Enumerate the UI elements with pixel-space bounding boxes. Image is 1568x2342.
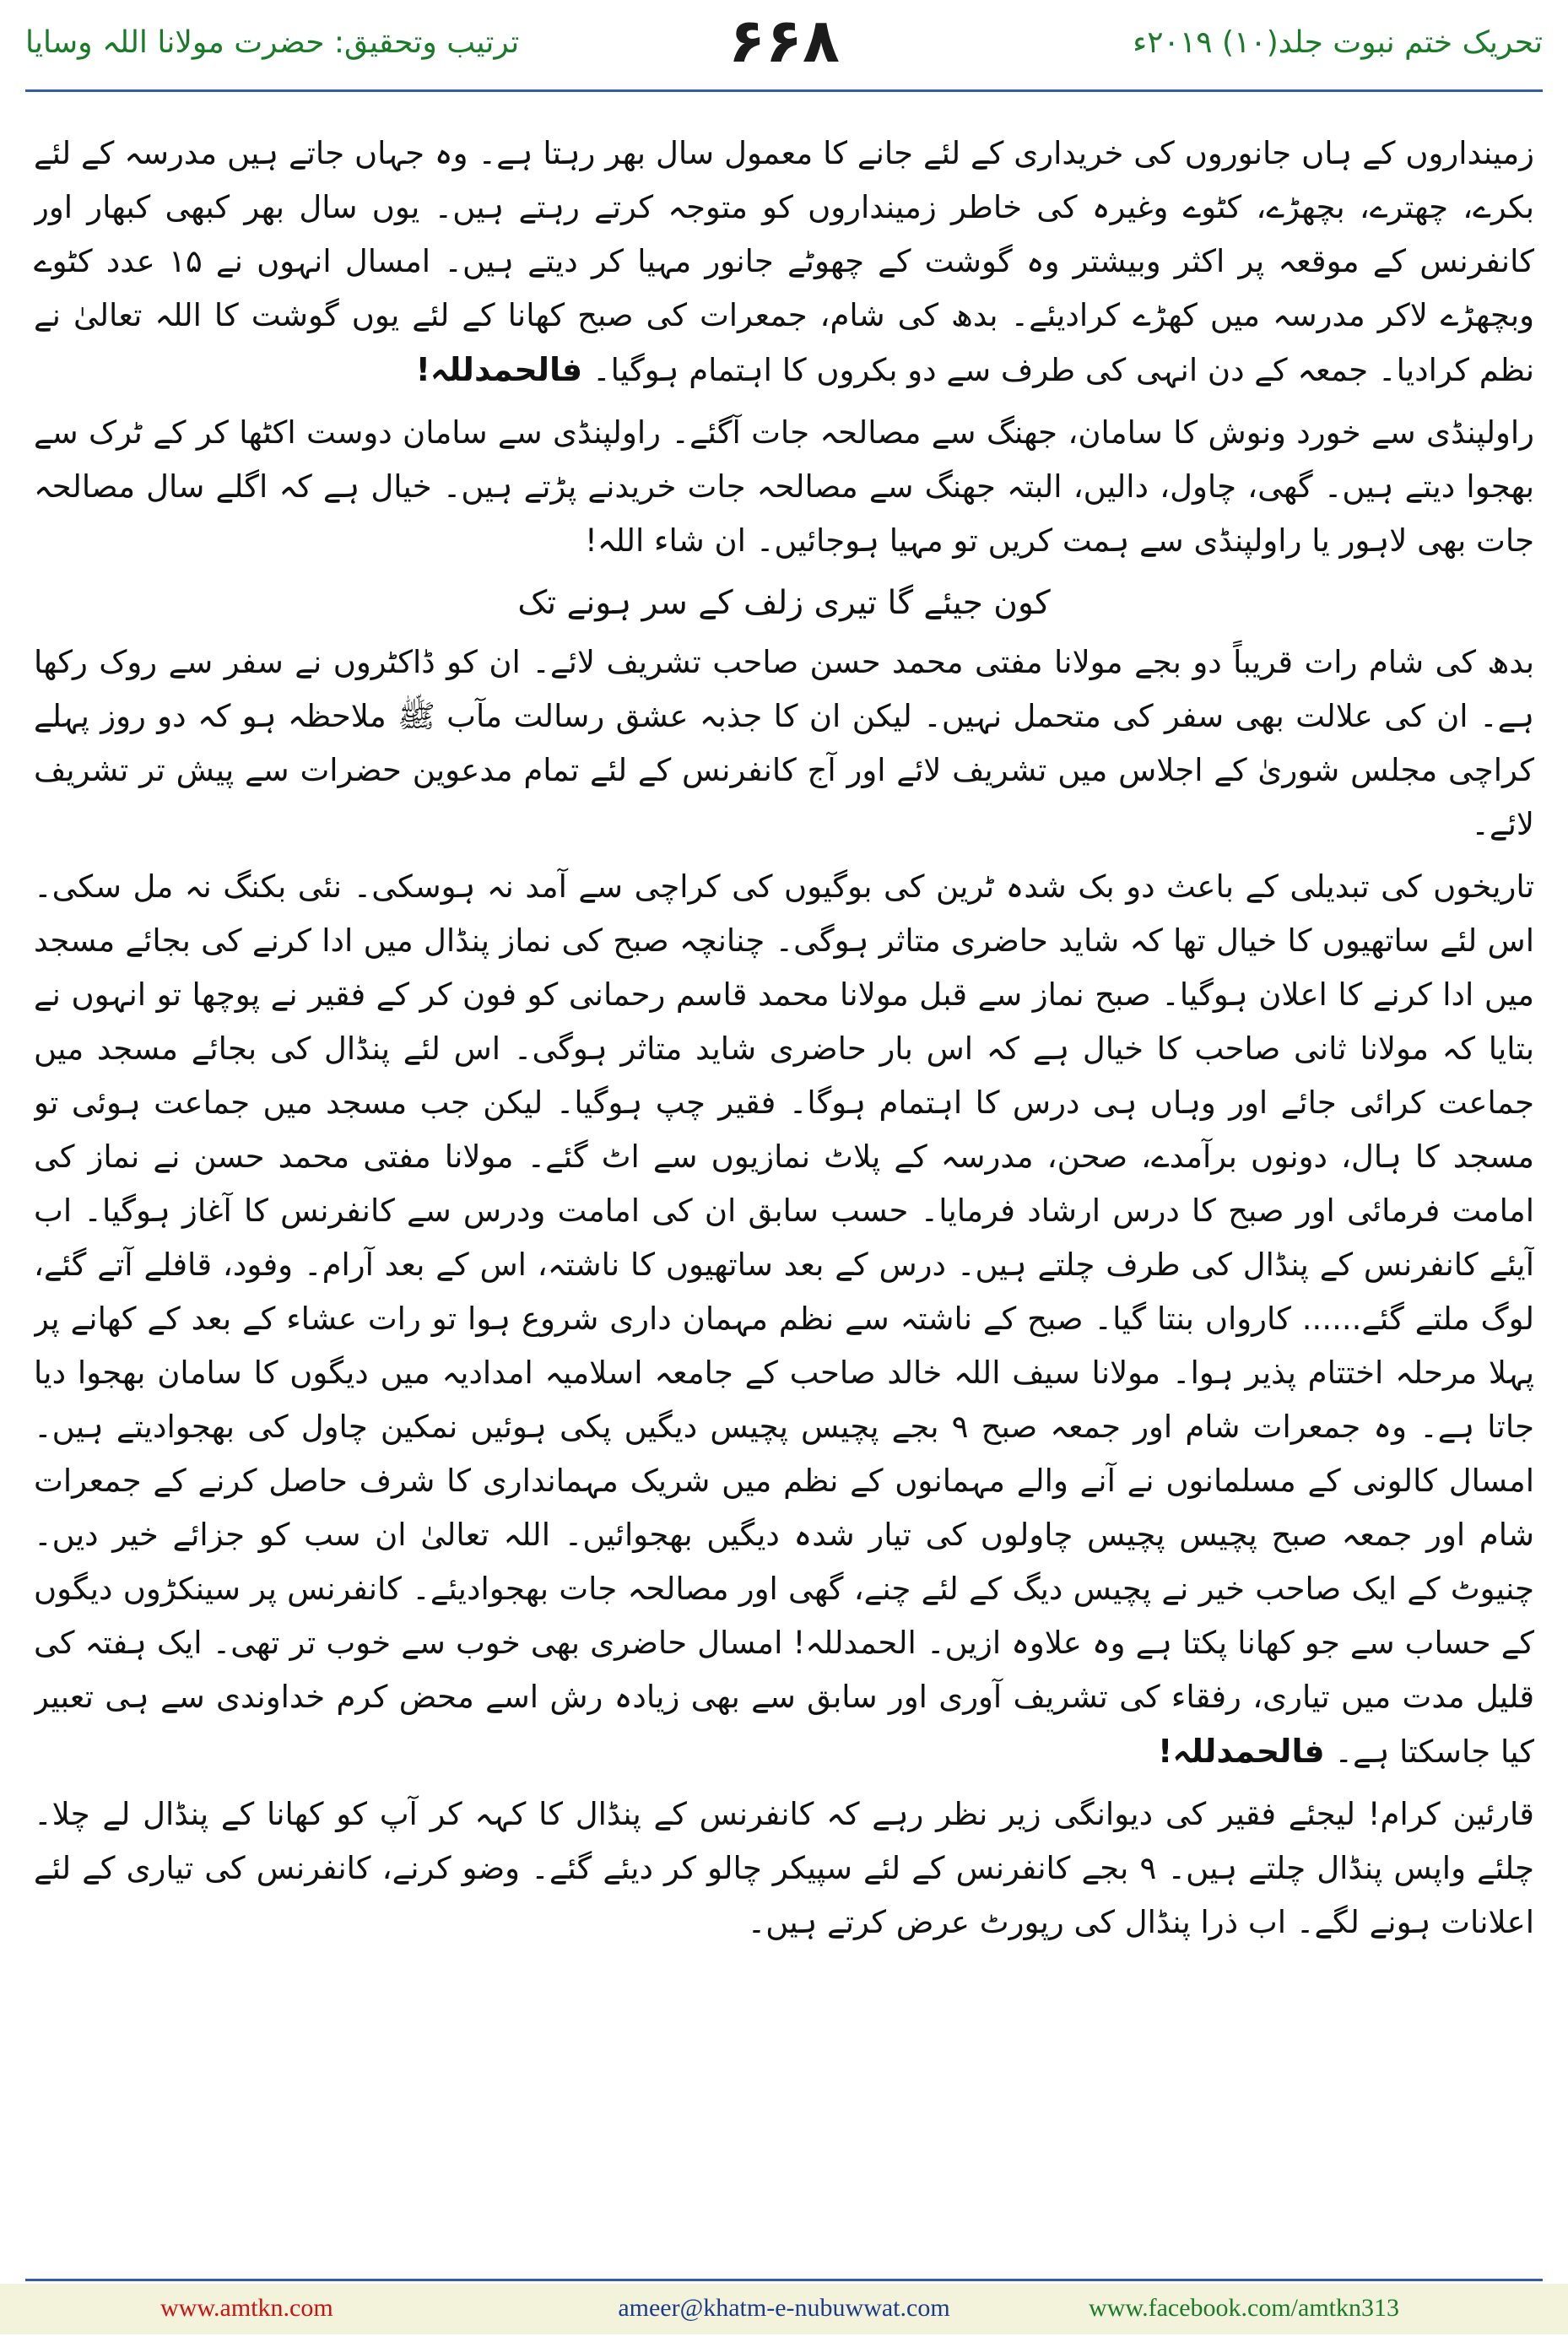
- header-book-title: تحریک ختم نبوت جلد(۱۰) ۲۰۱۹ء: [1133, 25, 1543, 60]
- paragraph-1-text: زمینداروں کے ہاں جانوروں کی خریداری کے لئے جانے کا معمول سال بھر رہتا ہے۔ وہ جہاں جاتے ہیں مدرسہ کے لئے بکرے، چھترے، بچھڑے، کٹوے وغیرہ کی خاطر زمینداروں کو متوجہ کرتے رہتے ہیں۔ یوں سال بھر کبھی کبھار اور کانفرنس کے موقعہ پر اکثر وبیشتر وہ گوشت کے چھوٹے جانور مہیا کر دیتے ہیں۔ امسال انہوں نے ۱۵ عدد کٹوے وبچھڑے لاکر مدرسہ میں کھڑے کرادیئے۔ بدھ کی شام، جمعرات کی صبح کھانا کے لئے یوں گوشت کا اللہ تعالیٰ نے نظم کرادیا۔ جمعہ کے دن انہی کی طرف سے دو بکروں کا اہتمام ہوگیا۔: [34, 135, 1534, 388]
- paragraph-1-closing: فالحمدللہ!: [415, 351, 583, 388]
- footer-facebook-link[interactable]: www.facebook.com/amtkn313: [1089, 2294, 1399, 2322]
- paragraph-5: قارئین کرام! لیجئے فقیر کی دیوانگی زیر نظر رہے کہ کانفرنس کے پنڈال کا کہہ کر آپ کو کھانا کے پنڈال لے چلا۔ چلئے واپس پنڈال چلتے ہیں۔ ۹ بجے کانفرنس کے لئے سپیکر چالو کر دیئے گئے۔ وضو کرنے، کانفرنس کی تیاری کے لئے اعلانات ہونے لگے۔ اب ذرا پنڈال کی رپورٹ عرض کرتے ہیں۔: [34, 1796, 1534, 1940]
- header-compiler-credit: ترتیب وتحقیق: حضرت مولانا اللہ وسایا: [25, 25, 520, 60]
- page-footer: [0, 2279, 1568, 2342]
- footer-website-link[interactable]: www.amtkn.com: [160, 2294, 333, 2322]
- paragraph-1: [34, 127, 1534, 398]
- header-divider: [25, 89, 1543, 92]
- paragraph-3: بدھ کی شام رات قریباً دو بجے مولانا مفتی محمد حسن صاحب تشریف لائے۔ ان کو ڈاکٹروں نے سفر سے روک رکھا ہے۔ ان کی علالت بھی سفر کی متحمل نہیں۔ لیکن ان کا جذبہ عشق رسالت مآب ﷺ ملاحظہ ہو کہ دو روز پہلے کراچی مجلس شوریٰ کے اجلاس میں تشریف لائے اور آج کانفرنس کے لئے تمام مدعوین حضرات سے پیش تر تشریف لائے۔: [34, 644, 1534, 842]
- poetry-verse: کون جیئے گا تیری زلف کے سر ہونے تک: [517, 584, 1051, 622]
- article-body: [34, 127, 1534, 2253]
- footer-divider: [25, 2279, 1543, 2281]
- page-number: ۶۶۸: [728, 5, 840, 76]
- paragraph-4-text: تاریخوں کی تبدیلی کے باعث دو بک شدہ ٹرین کی بوگیوں کی کراچی سے آمد نہ ہوسکی۔ نئی بکنگ نہ مل سکی۔ اس لئے ساتھیوں کا خیال تھا کہ شاید حاضری متاثر ہوگی۔ چنانچہ صبح کی نماز پنڈال میں ادا کرنے کی بجائے مسجد میں ادا کرنے کا اعلان ہوگیا۔ صبح نماز سے قبل مولانا محمد قاسم رحمانی کو فون کر کے فقیر نے پوچھا تو انہوں نے بتایا کہ مولانا ثانی صاحب کا خیال ہے کہ اس بار حاضری شاید متاثر ہوگی۔ اس لئے پنڈال کی بجائے مسجد میں جماعت کرائی جائے اور وہاں ہی درس کا اہتمام ہوگا۔ فقیر چپ ہوگیا۔ لیکن جب مسجد میں جماعت ہوئی تو مسجد کا ہال، دونوں برآمدے، صحن، مدرسہ کے پلاٹ نمازیوں سے اٹ گئے۔ مولانا مفتی محمد حسن نے نماز کی امامت فرمائی اور صبح کا درس ارشاد فرمایا۔ حسب سابق ان کی امامت ودرس سے کانفرنس کا آغاز ہوگیا۔ اب آیئے کانفرنس کے پنڈال کی طرف چلتے ہیں۔ درس کے بعد ساتھیوں کا ناشتہ، اس کے بعد آرام۔ وفود، قافلے آتے گئے، لوگ ملتے گئے...... کارواں بنتا گیا۔ صبح کے ناشتہ سے نظم مہمان داری شروع ہوا تو رات عشاء کے بعد کے کھانے پر پہلا مرحلہ اختتام پذیر ہوا۔ مولانا سیف اللہ خالد صاحب کے جامعہ اسلامیہ امدادیہ میں دیگوں کا سامان بھجوا دیا جاتا ہے۔ وہ جمعرات شام اور جمعہ صبح ۹ بجے پچیس پچیس دیگیں پکی ہوئیں نمکین چاول کی بھجوادیتے ہیں۔ امسال کالونی کے مسلمانوں نے آنے والے مہمانوں کے نظم میں شریک مہمانداری کا شرف حاصل کرنے کے جمعرات شام اور جمعہ صبح پچیس پچیس چاولوں کی تیار شدہ دیگیں بھجوائیں۔ اللہ تعالیٰ ان سب کو جزائے خیر دیں۔ چنیوٹ کے ایک صاحب خیر نے پچیس دیگ کے لئے چنے، گھی اور مصالحہ جات بھجوادیئے۔ کانفرنس پر سینکڑوں دیگوں کے حساب سے جو کھانا پکتا ہے وہ علاوہ ازیں۔ الحمدللہ! امسال حاضری بھی خوب سے خوب تر تھی۔ ایک ہفتہ کی قلیل مدت میں تیاری، رفقاء کی تشریف آوری اور سابق سے بھی زیادہ رش اسے محض کرم خداوندی سے ہی تعبیر کیا جاسکتا ہے۔: [34, 868, 1534, 1770]
- footer-email-link[interactable]: ameer@khatm-e-nubuwwat.com: [618, 2294, 950, 2322]
- page-header: [0, 0, 1568, 91]
- paragraph-4: [34, 860, 1534, 1779]
- paragraph-2: راولپنڈی سے خورد ونوش کا سامان، جھنگ سے مصالحہ جات آگئے۔ راولپنڈی سے سامان دوست اکٹھا کر کے ٹرک سے بھجوا دیتے ہیں۔ گھی، چاول، دالیں، البتہ جھنگ سے مصالحہ جات خریدنے پڑتے ہیں۔ خیال ہے کہ اگلے سال مصالحہ جات بھی لاہور یا راولپنڈی سے ہمت کریں تو مہیا ہوجائیں۔ ان شاء اللہ!: [34, 414, 1534, 559]
- paragraph-4-closing: فالحمدللہ!: [1157, 1733, 1325, 1770]
